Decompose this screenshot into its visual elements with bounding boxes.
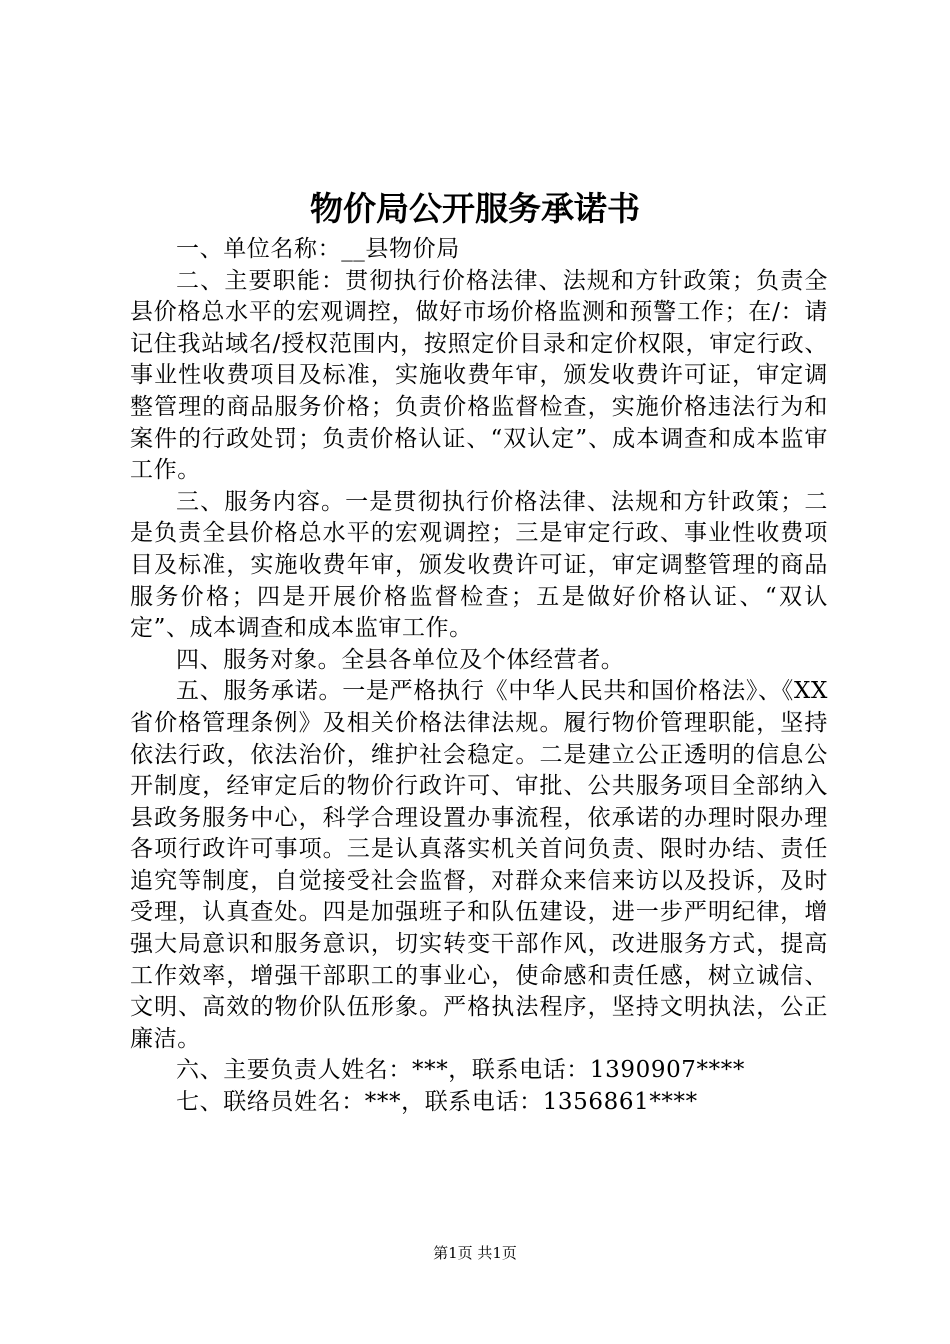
page-number: 第1页 共1页 [433,1244,517,1262]
paragraph-liaison-contact: 七、联络员姓名：***，联系电话：1356861**** [176,1089,698,1116]
paragraph-principal-contact: 六、主要负责人姓名：***，联系电话：1390907**** [176,1057,745,1084]
paragraph-service-commitment: 五、服务承诺。一是严格执行《中华人民共和国价格法》、《XX省价格管理条例》及相关价格法律法规。履行物价管理职能，坚持依法行政，依法治价，维护社会稳定。二是建立公正透明的信息公开制度，经审定后的物价行政许可、审批、公共服务项目全部纳入县政务服务中心，科学合理设置办事流程，依承诺的办理时限办理各项行政许可事项。三是认真落实机关首问负责、限时办结、责任追究等制度，自觉接受社会监督，对群众来信来访以及投诉，及时受理，认真查处。四是加强班子和队伍建设，进一步严明纪律，增强大局意识和服务意识，切实转变干部作风，改进服务方式，提高工作效率，增强干部职工的事业心，使命感和责任感，树立诚信、文明、高效的物价队伍形象。严格执法程序，坚持文明执法，公正廉洁。 [130,678,828,1052]
page-title: 物价局公开服务承诺书 [310,189,640,228]
document-body [130,234,828,1119]
paragraph-main-functions: 二、主要职能：贯彻执行价格法律、法规和方针政策；负责全县价格总水平的宏观调控，做好市场价格监测和预警工作；在/：请记住我站域名/授权范围内，按照定价目录和定价权限，审定行政、事业性收费项目及标准，实施收费年审，颁发收费许可证，审定调整管理的商品服务价格；负责价格监督检查，实施价格违法行为和案件的行政处罚；负责价格认证、“双认定”、成本调查和成本监审工作。 [130,267,828,484]
paragraph-service-content: 三、服务内容。一是贯彻执行价格法律、法规和方针政策；二是负责全县价格总水平的宏观调控；三是审定行政、事业性收费项目及标准，实施收费年审，颁发收费许可证，审定调整管理的商品服务价格；四是开展价格监督检查；五是做好价格认证、“双认定”、成本调查和成本监审工作。 [130,488,828,642]
paragraph-unit-name: 一、单位名称：__县物价局 [176,236,460,262]
paragraph-service-objects: 四、服务对象。全县各单位及个体经营者。 [176,646,625,673]
